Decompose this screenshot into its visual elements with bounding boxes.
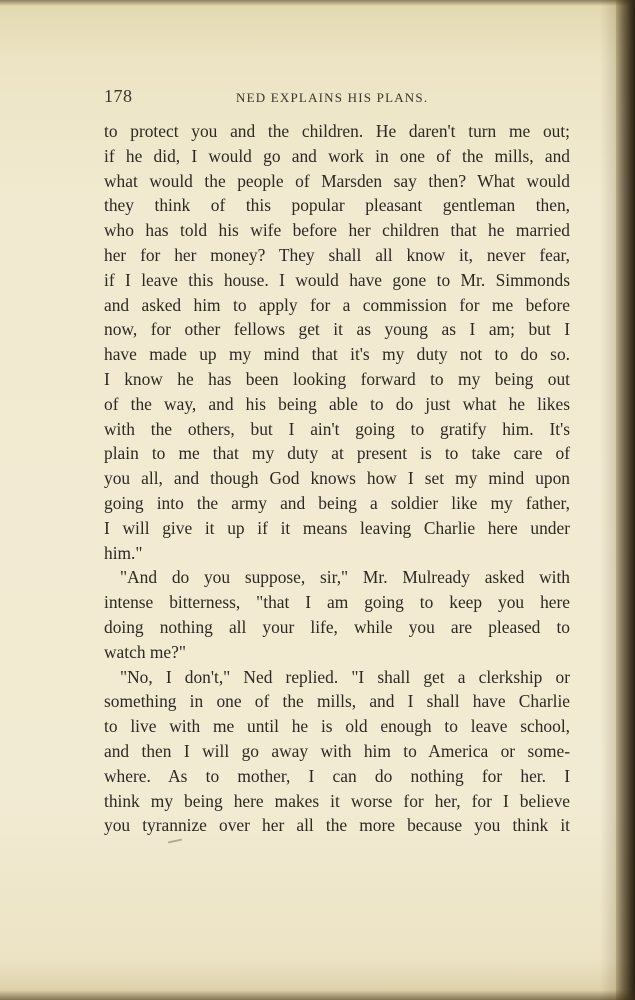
text-line: if I leave this house. I would have gone to Mr. Simmonds bbox=[104, 269, 570, 290]
text-line: they think of this popular pleasant gentleman then, bbox=[104, 195, 570, 216]
text-line: you all, and though God knows how I set my mind upon bbox=[104, 468, 570, 489]
text-line: "No, I don't," Ned replied. "I shall get a clerkship or bbox=[120, 666, 570, 687]
text-line: of the way, and his being able to do just what he likes bbox=[104, 393, 570, 414]
text-line: you tyrannize over her all the more because you think it bbox=[104, 815, 570, 836]
text-line: with the others, but I ain't going to gratify him. It's bbox=[104, 418, 570, 439]
text-line: now, for other fellows get it as young as I am; but I bbox=[104, 319, 570, 340]
ink-mark bbox=[168, 839, 182, 844]
text-line: to live with me until he is old enough to leave school, bbox=[104, 716, 570, 737]
page-top-shadow bbox=[0, 0, 635, 6]
text-line: think my being here makes it worse for her, for I believe bbox=[104, 790, 570, 811]
text-line: have made up my mind that it's my duty not to do so. bbox=[104, 344, 570, 365]
text-line: her for her money? They shall all know it, never fear, bbox=[104, 244, 570, 265]
page-number: 178 bbox=[104, 86, 133, 106]
page-bottom-shadow bbox=[0, 990, 635, 1000]
text-line: intense bitterness, "that I am going to keep you here bbox=[104, 592, 570, 613]
text-line: going into the army and being a soldier like my father, bbox=[104, 492, 570, 513]
text-line: doing nothing all your life, while you are pleased to bbox=[104, 616, 570, 637]
page-spine-shadow bbox=[616, 0, 635, 1000]
text-line: I know he has been looking forward to my being out bbox=[104, 368, 570, 389]
body-text bbox=[104, 119, 570, 838]
text-line: "And do you suppose, sir," Mr. Mulready asked with bbox=[120, 567, 570, 588]
text-line: something in one of the mills, and I shall have Charlie bbox=[104, 691, 570, 712]
chapter-running-title: NED EXPLAINS HIS PLANS. bbox=[236, 90, 429, 105]
text-line: watch me?" bbox=[104, 641, 186, 662]
text-line: and then I will go away with him to America or some- bbox=[104, 740, 570, 761]
text-line: what would the people of Marsden say then? What would bbox=[104, 170, 570, 191]
text-line: to protect you and the children. He daren't turn me out; bbox=[104, 121, 570, 141]
text-line: where. As to mother, I can do nothing for her. I bbox=[104, 765, 570, 786]
text-line: who has told his wife before her children that he married bbox=[104, 220, 570, 241]
text-line: I will give it up if it means leaving Charlie here under bbox=[104, 517, 570, 538]
text-line: and asked him to apply for a commission for me before bbox=[104, 294, 570, 315]
text-line: plain to me that my duty at present is to take care of bbox=[104, 443, 570, 464]
text-line: if he did, I would go and work in one of the mills, and bbox=[104, 145, 570, 166]
running-head bbox=[104, 86, 570, 110]
text-line: him." bbox=[104, 542, 143, 563]
